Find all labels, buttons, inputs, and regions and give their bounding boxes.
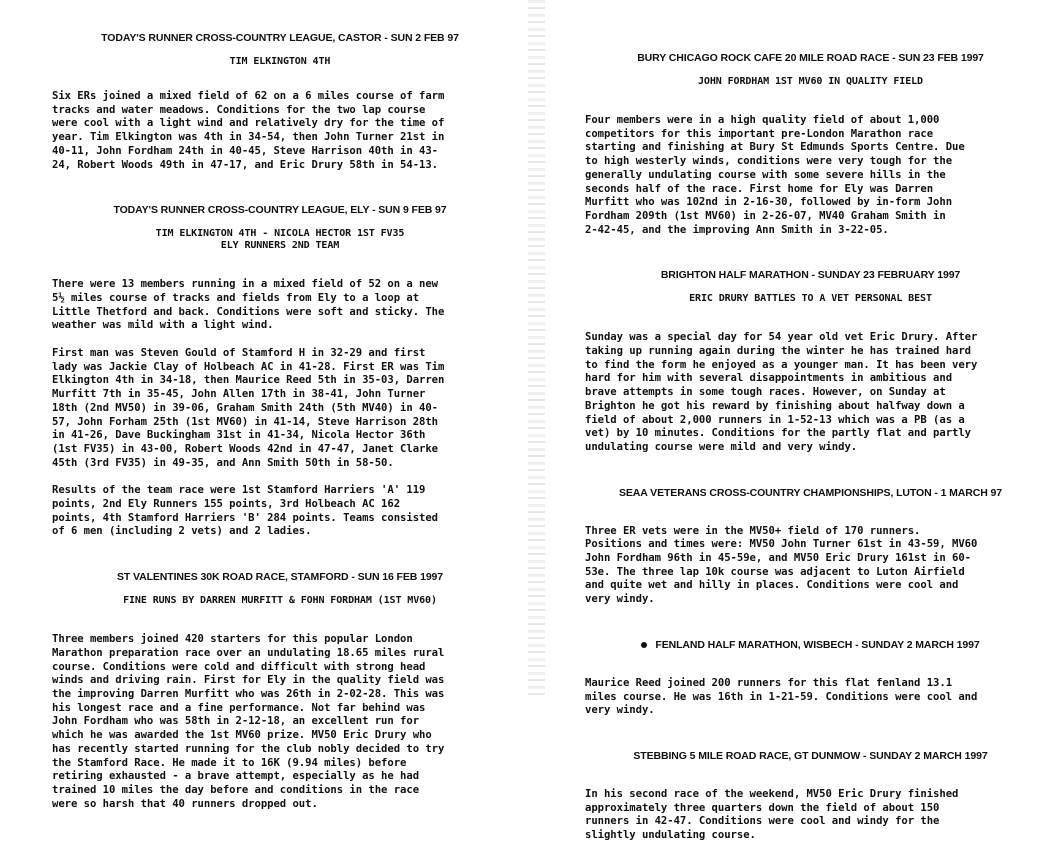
article-title: TODAY'S RUNNER CROSS-COUNTRY LEAGUE, ELY - SUN 9 FEB 97 bbox=[113, 204, 447, 217]
article-heading bbox=[52, 559, 508, 619]
article-body: In his second race of the weekend, MV50 Eric Drury finished approximately three quarters down the field of about 150 runners in 42-47. Conditions were cool and windy for the slightly undulating course. bbox=[585, 787, 959, 842]
article-subtitle: FINE RUNS BY DARREN MURFITT & FOHN FORDHAM (1ST MV60) bbox=[123, 595, 437, 607]
article-heading bbox=[585, 475, 1036, 511]
article-subtitle: TIM ELKINGTON 4TH - NICOLA HECTOR 1ST FV35 ELY RUNNERS 2ND TEAM bbox=[155, 228, 405, 252]
article-subtitle: JOHN FORDHAM 1ST MV60 IN QUALITY FIELD bbox=[698, 76, 923, 87]
article-title bbox=[585, 639, 1036, 651]
page-gutter bbox=[528, 0, 545, 700]
article-heading bbox=[585, 627, 1036, 663]
article-bury bbox=[585, 40, 1036, 237]
article-body: Four members were in a high quality field of about 1,000 competitors for this important pre-London Marathon race starting and finishing at Bury St Edmunds Sports Centre. Due to high westerly winds, conditions were very tough for the generally undulating course with some severe hills in the seconds half of the race. First home for Ely was Darren Murfitt who was 102nd in 2-16-30, followed by in-form John Fordham 209th (1st MV60) in 2-26-07, MV40 Graham Smith in 2-42-45, and the improving Ann Smith in 3-22-05. bbox=[585, 114, 965, 236]
article-castor bbox=[52, 20, 508, 172]
article-paragraph: Results of the team race were 1st Stamford Harriers 'A' 119 points, 2nd Ely Runners 155 points, 3rd Holbeach AC 162 points, 4th Stamford Harriers 'B' 284 points. Teams consisted of 6 men (including 2 vets) and 2 ladies. bbox=[52, 484, 439, 538]
article-heading bbox=[52, 192, 508, 264]
article-st-valentines bbox=[52, 559, 508, 811]
left-page bbox=[0, 0, 528, 810]
article-body: Six ERs joined a mixed field of 62 on a 6 miles course of farm tracks and water meadows. Conditions for the two lap course were cool with a light wind and relatively dry for the time of year. Tim Elkington was 4th in 34-54, then John Turner 21st in 40-11, John Fordham 24th in 40-45, Steve Harrison 40th in 43- 24, Robert Woods 49th in 47-17, and Eric Drury 58th in 54-13. bbox=[52, 90, 445, 171]
article-ely bbox=[52, 192, 508, 539]
article-seaa bbox=[585, 475, 1036, 607]
article-heading bbox=[585, 738, 1036, 774]
article-subtitle: ERIC DRURY BATTLES TO A VET PERSONAL BEST bbox=[689, 293, 932, 305]
article-body: Sunday was a special day for 54 year old vet Eric Drury. After taking up running again during the winter he has trained hard to find the form he enjoyed as a younger man. It has been very hard for him with several disappointments in ambitious and brave attempts in some tough races. However, on Sunday at Brighton he got his reward by finishing about halfway down a field of about 2,000 runners in 1-52-13 which was a PB (as a vet) by 10 minutes. Conditions for the partly flat and partly undulating course were mild and very windy. bbox=[585, 331, 978, 453]
article-heading bbox=[52, 20, 508, 80]
article-title-text: FENLAND HALF MARATHON, WISBECH - SUNDAY 2 MARCH 1997 bbox=[655, 638, 980, 651]
article-title: ST VALENTINES 30K ROAD RACE, STAMFORD - SUN 16 FEB 1997 bbox=[116, 571, 444, 584]
article-title: STEBBING 5 MILE ROAD RACE, GT DUNMOW - SUNDAY 2 MARCH 1997 bbox=[633, 749, 988, 762]
article-title: SEAA VETERANS CROSS-COUNTRY CHAMPIONSHIPS, LUTON - 1 MARCH 97 bbox=[618, 486, 1003, 499]
right-page bbox=[545, 0, 1056, 842]
article-heading bbox=[585, 257, 1036, 317]
article-title: TODAY'S RUNNER CROSS-COUNTRY LEAGUE, CASTOR - SUN 2 FEB 97 bbox=[101, 32, 459, 44]
article-body: Three ER vets were in the MV50+ field of 170 runners. Positions and times were: MV50 John Turner 61st in 43-59, MV60 John Fordham 96th in 45-59e, and MV50 Eric Drury 161st in 60- 53e. The three lap 10k course was adjacent to Luton Airfield and quite wet and hilly in places. Conditions were cool and very windy. bbox=[585, 524, 978, 606]
article-title: BURY CHICAGO ROCK CAFE 20 MILE ROAD RACE - SUN 23 FEB 1997 bbox=[637, 52, 984, 64]
article-subtitle: TIM ELKINGTON 4TH bbox=[229, 56, 331, 67]
ink-blot-icon bbox=[641, 642, 647, 648]
article-paragraph: First man was Steven Gould of Stamford H in 32-29 and first lady was Jackie Clay of Holbeach AC in 41-28. First ER was Tim Elkington 4th in 34-18, then Maurice Reed 5th in 35-03, Darren Murfitt 7th in 35-45, John Allen 17th in 38-41, John Turner 18th (2nd MV50) in 39-06, Graham Smith 24th (5th MV40) in 40- 57, John Forham 25th (1st MV60) in 41-14, Steve Harrison 28th in 41-26, Dave Buckingham 31st in 41-34, Nicola Hector 36th (1st FV35) in 43-00, Robert Woods 42nd in 47-47, Janet Clarke 45th (3rd FV35) in 49-35, and Ann Smith 50th in 58-50. bbox=[52, 347, 445, 469]
article-brighton bbox=[585, 257, 1036, 454]
article-stebbing bbox=[585, 738, 1036, 843]
article-paragraph: There were 13 members running in a mixed field of 52 on a new 5½ miles course of tracks and fields from Ely to a loop at Little Thetford and back. Conditions were soft and sticky. The weather was mild with a light wind. bbox=[52, 278, 445, 332]
article-heading bbox=[585, 40, 1036, 100]
article-body: Three members joined 420 starters for this popular London Marathon preparation race over an undulating 18.65 miles rural course. Conditions were cold and difficult with strong head winds and driving rain. First for Ely in the quality field was the improving Darren Murfitt who was 26th in 2-02-28. This was his longest race and a fine performance. Not far behind was John Fordham who was 58th in 2-12-18, an excellent run for which he was awarded the 1st MV60 prize. MV50 Eric Drury who has recently started running for the club nobly decided to try the Stamford Race. He made it to 16K (9.94 miles) before retiring exhausted - a brave attempt, especially as he had trained 10 miles the day before and conditions in the race were so harsh that 40 runners dropped out. bbox=[52, 633, 445, 810]
article-fenland bbox=[585, 627, 1036, 718]
article-title: BRIGHTON HALF MARATHON - SUNDAY 23 FEBRUARY 1997 bbox=[660, 269, 961, 282]
article-body: Maurice Reed joined 200 runners for this flat fenland 13.1 miles course. He was 16th in 1-21-59. Conditions were cool and very windy. bbox=[585, 676, 978, 717]
